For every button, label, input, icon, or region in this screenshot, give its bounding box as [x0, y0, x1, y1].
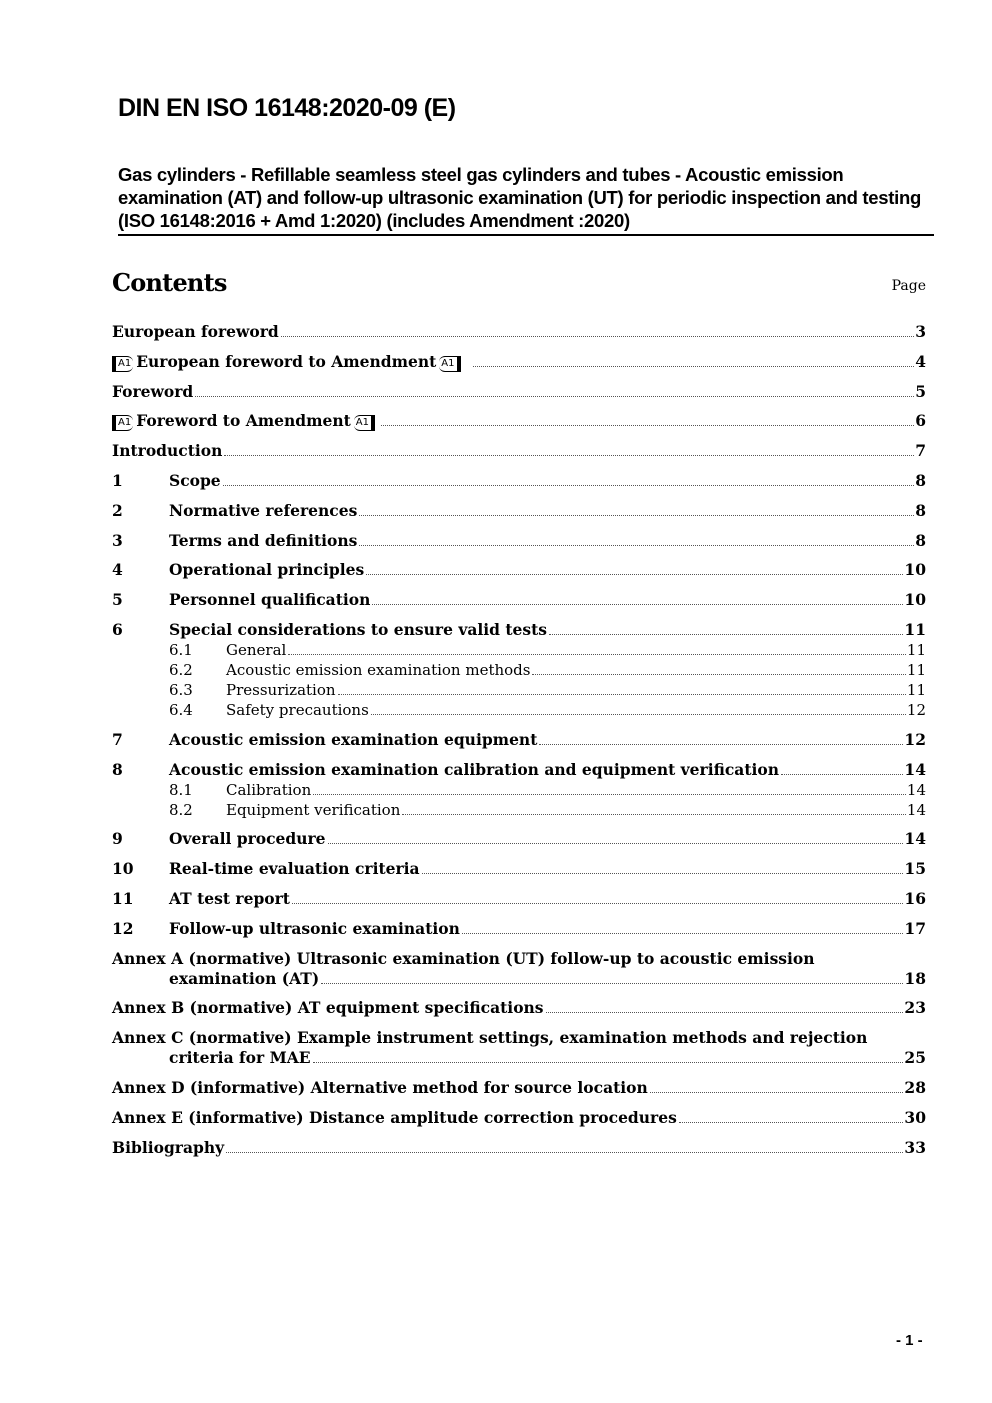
dot-leader [313, 1061, 904, 1063]
toc-entry-number: 1 [112, 470, 123, 490]
toc-entry-annex-c[interactable] [112, 1028, 926, 1068]
dot-leader [313, 793, 906, 795]
dot-leader [473, 365, 915, 367]
toc-entry-page: 14 [904, 829, 926, 849]
toc-entry-title: Normative references [169, 500, 358, 520]
toc-entry-number: 4 [112, 560, 123, 580]
toc-entry-title: Real-time evaluation criteria [169, 859, 420, 879]
toc-entry-annex-e[interactable] [112, 1108, 926, 1128]
amendment-start-marker-icon: A1 [112, 415, 133, 431]
toc-entry-section-9[interactable] [112, 829, 926, 849]
toc-entry-page: 11 [906, 660, 926, 679]
toc-entry-title: European foreword to Amendment [136, 351, 437, 371]
toc-entry-page: 18 [904, 968, 926, 988]
toc-entry-number: 6.1 [169, 640, 193, 659]
toc-entry-section-6-3[interactable] [112, 680, 926, 700]
standard-id-heading: DIN EN ISO 16148:2020-09 (E) [118, 94, 456, 122]
dot-leader [366, 573, 903, 575]
toc-entry-title: Foreword to Amendment [136, 411, 351, 431]
toc-entry-page: 11 [904, 619, 926, 639]
amendment-end-marker-icon: A1 [354, 415, 375, 431]
dot-leader [328, 842, 904, 844]
toc-entry-page: 15 [904, 859, 926, 879]
toc-entry-title: Annex B (normative) AT equipment specifications [112, 998, 544, 1018]
toc-entry-page: 3 [915, 322, 926, 341]
toc-entry-european-foreword[interactable] [112, 322, 926, 342]
contents-heading: Contents [112, 268, 227, 297]
toc-entry-page: 5 [915, 381, 926, 401]
dot-leader [338, 693, 906, 695]
dot-leader [650, 1091, 904, 1093]
toc-entry-annex-b[interactable] [112, 998, 926, 1018]
toc-entry-title: Calibration [226, 780, 312, 799]
toc-entry-number: 6 [112, 619, 123, 639]
toc-entry-page: 11 [906, 680, 926, 699]
toc-entry-section-8-2[interactable] [112, 800, 926, 820]
dot-leader [292, 902, 903, 904]
toc-entry-section-6[interactable] [112, 620, 926, 640]
toc-entry-european-foreword-amendment[interactable] [112, 352, 926, 372]
toc-entry-title-continued: examination (AT) [169, 968, 320, 988]
toc-entry-title: Acoustic emission examination methods [226, 660, 531, 679]
toc-entry-page: 14 [904, 759, 926, 779]
dot-leader [462, 932, 904, 934]
toc-entry-title: Special considerations to ensure valid tests [169, 619, 548, 639]
page-number: - 1 - [896, 1332, 923, 1349]
toc-entry-title: Bibliography [112, 1137, 225, 1157]
toc-entry-title: Acoustic emission examination calibration and equipment verification [169, 759, 779, 779]
toc-entry-section-3[interactable] [112, 531, 926, 551]
toc-entry-page: 12 [906, 700, 926, 719]
toc-entry-title: Annex A (normative) Ultrasonic examination (UT) follow-up to acoustic emission [112, 948, 815, 968]
dot-leader [532, 673, 905, 675]
page-column-label: Page [891, 278, 926, 294]
dot-leader [679, 1121, 904, 1123]
toc-entry-section-5[interactable] [112, 590, 926, 610]
dot-leader [371, 713, 906, 715]
dot-leader [381, 424, 914, 426]
toc-entry-section-8[interactable] [112, 760, 926, 780]
dot-leader [359, 514, 914, 516]
toc-entry-title: Acoustic emission examination equipment [169, 729, 538, 749]
toc-entry-section-11[interactable] [112, 889, 926, 909]
toc-entry-bibliography[interactable] [112, 1138, 926, 1158]
amendment-start-marker-icon: A1 [112, 356, 133, 372]
toc-entry-section-4[interactable] [112, 560, 926, 580]
toc-entry-title: Annex E (informative) Distance amplitude correction procedures [112, 1107, 677, 1127]
toc-entry-number: 8 [112, 759, 123, 779]
toc-entry-page: 6 [915, 411, 926, 431]
toc-entry-title: Annex D (informative) Alternative method for source location [112, 1077, 648, 1097]
toc-entry-page: 12 [904, 729, 926, 749]
toc-entry-title: General [226, 640, 287, 659]
dot-leader [781, 773, 903, 775]
toc-entry-number: 8.2 [169, 800, 193, 819]
dot-leader [288, 653, 906, 655]
dot-leader [226, 1151, 903, 1153]
toc-entry-title: Introduction [112, 441, 223, 461]
toc-entry-foreword[interactable] [112, 382, 926, 402]
toc-entry-page: 17 [904, 918, 926, 938]
toc-entry-page: 4 [915, 351, 926, 371]
toc-entry-number: 11 [112, 888, 134, 908]
toc-entry-page: 14 [906, 800, 926, 819]
toc-entry-number: 5 [112, 590, 123, 610]
toc-entry-number: 6.2 [169, 660, 193, 679]
toc-entry-number: 12 [112, 918, 134, 938]
dot-leader [321, 982, 903, 984]
toc-entry-title: Foreword [112, 381, 194, 401]
toc-entry-number: 8.1 [169, 780, 193, 799]
toc-entry-section-6-1[interactable] [112, 640, 926, 660]
toc-entry-section-6-2[interactable] [112, 660, 926, 680]
toc-entry-section-6-4[interactable] [112, 700, 926, 720]
dot-leader [224, 454, 914, 456]
amendment-end-marker-icon: A1 [439, 356, 460, 372]
dot-leader [223, 484, 915, 486]
toc-entry-section-10[interactable] [112, 859, 926, 879]
toc-entry-page: 33 [904, 1137, 926, 1157]
toc-entry-section-2[interactable] [112, 501, 926, 521]
toc-entry-title: Personnel qualification [169, 590, 371, 610]
toc-entry-page: 14 [906, 780, 926, 799]
dot-leader [549, 633, 903, 635]
toc-entry-title: Terms and definitions [169, 530, 358, 550]
toc-entry-title: Pressurization [226, 680, 336, 699]
toc-entry-page: 7 [915, 441, 926, 461]
toc-entry-number: 6.3 [169, 680, 193, 699]
dot-leader [422, 872, 904, 874]
toc-entry-title: Overall procedure [169, 829, 326, 849]
toc-entry-title: Operational principles [169, 560, 365, 580]
toc-entry-section-8-1[interactable] [112, 780, 926, 800]
toc-entry-page: 10 [904, 590, 926, 610]
dot-leader [281, 335, 914, 337]
toc-entry-annex-d[interactable] [112, 1078, 926, 1098]
toc-entry-page: 25 [904, 1048, 926, 1068]
toc-entry-page: 16 [904, 888, 926, 908]
toc-entry-title: Safety precautions [226, 700, 369, 719]
toc-entry-title: AT test report [169, 888, 290, 908]
toc-entry-page: 8 [915, 470, 926, 490]
toc-entry-section-12[interactable] [112, 919, 926, 939]
toc-entry-number: 9 [112, 829, 123, 849]
toc-entry-number: 2 [112, 500, 123, 520]
toc-entry-number: 3 [112, 530, 123, 550]
toc-entry-page: 11 [906, 640, 926, 659]
dot-leader [359, 544, 914, 546]
dot-leader [539, 743, 903, 745]
toc-entry-page: 8 [915, 500, 926, 520]
toc-entry-page: 30 [904, 1107, 926, 1127]
toc-entry-number: 6.4 [169, 700, 193, 719]
toc-entry-title: Equipment verification [226, 800, 401, 819]
toc-entry-page: 28 [904, 1077, 926, 1097]
dot-leader [195, 395, 914, 397]
toc-entry-page: 8 [915, 530, 926, 550]
toc-entry-title: European foreword [112, 322, 279, 341]
toc-entry-title: Annex C (normative) Example instrument settings, examination methods and rejection [112, 1028, 868, 1048]
toc-entry-page: 23 [904, 998, 926, 1018]
toc-entry-title-continued: criteria for MAE [169, 1048, 311, 1068]
toc-entry-number: 7 [112, 729, 123, 749]
toc-entry-section-1[interactable] [112, 471, 926, 491]
toc-entry-page: 10 [904, 560, 926, 580]
dot-leader [372, 603, 903, 605]
document-title: Gas cylinders - Refillable seamless steel gas cylinders and tubes - Acoustic emission examination (AT) and follow-up ultrasonic examination (UT) for periodic inspection and testing (ISO 16148:2016 + Amd 1:2020) (includes Amendment :2020) [118, 163, 934, 236]
toc-entry-number: 10 [112, 859, 134, 879]
toc-entry-introduction[interactable] [112, 441, 926, 461]
toc-entry-section-7[interactable] [112, 730, 926, 750]
table-of-contents [112, 322, 926, 1158]
dot-leader [402, 813, 906, 815]
toc-entry-title: Scope [169, 470, 221, 490]
dot-leader [546, 1011, 904, 1013]
toc-entry-foreword-amendment[interactable] [112, 411, 926, 431]
toc-entry-annex-a[interactable] [112, 949, 926, 989]
toc-entry-title: Follow-up ultrasonic examination [169, 918, 460, 938]
